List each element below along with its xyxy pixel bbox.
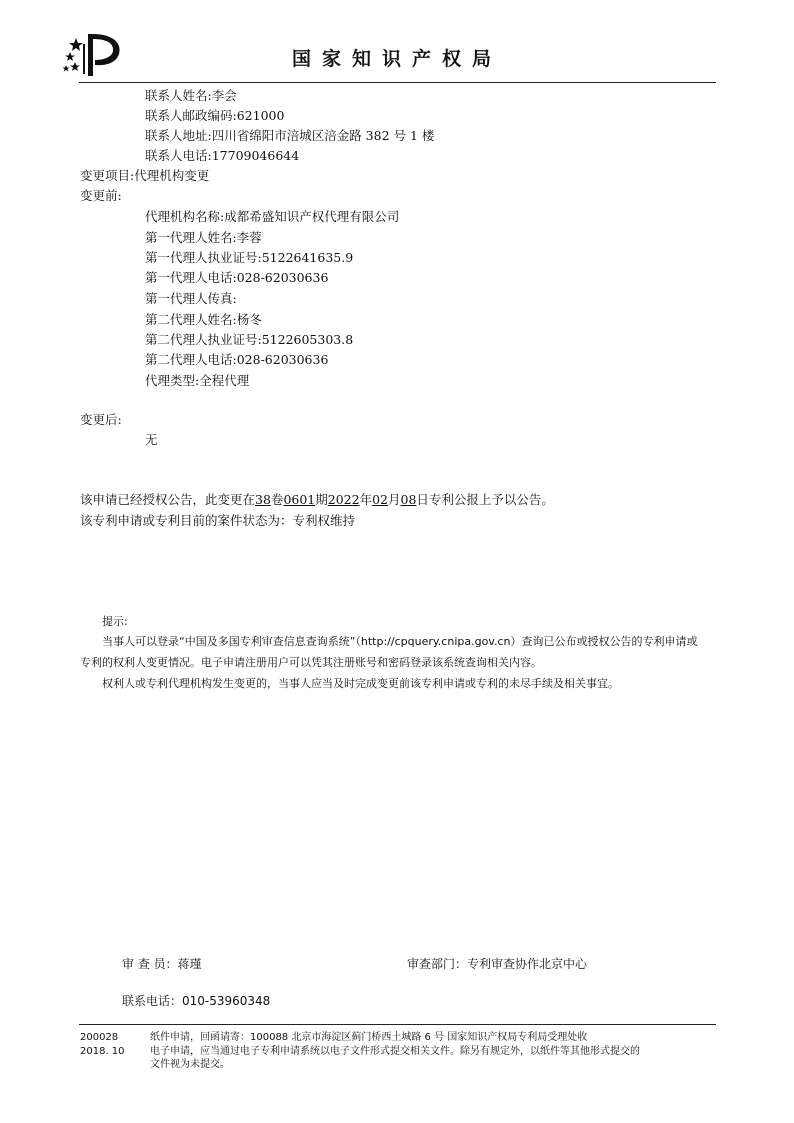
notice-month: 02 (372, 492, 388, 507)
change-after-value: 无 (145, 432, 158, 447)
change-before-label: 变更前: (80, 188, 122, 203)
tips-label: 提示: (102, 615, 128, 628)
footer-rule (79, 1024, 716, 1025)
contact-phone: 联系人电话:17709046644 (145, 148, 300, 163)
header-rule (79, 82, 716, 83)
change-item: 变更项目:代理机构变更 (80, 168, 210, 183)
notice-text-3: 期 (315, 492, 328, 507)
before-agent1-phone: 第一代理人电话:028-62030636 (145, 270, 329, 285)
contact-telephone: 联系电话：010-53960348 (122, 994, 271, 1008)
before-agent1-name: 第一代理人姓名:李蓉 (145, 230, 262, 245)
notice-text-6: 日专利公报上予以公告。 (416, 492, 554, 507)
notice-text-5: 月 (388, 492, 401, 507)
before-agency-type: 代理类型:全程代理 (145, 373, 250, 388)
before-agent2-phone: 第二代理人电话:028-62030636 (145, 352, 329, 367)
header-title: 国家知识产权局 (292, 48, 503, 70)
notice-day: 08 (400, 492, 417, 507)
notice-issue: 0601 (283, 492, 316, 507)
footer-line-2: 电子申请，应当通过电子专利申请系统以电子文件形式提交相关文件。除另有规定外，以纸件等其他形式提交的 (150, 1046, 640, 1057)
cnipa-logo-icon (62, 30, 124, 78)
notice-text-1: 该申请已经授权公告，此变更在 (80, 492, 256, 507)
contact-address: 联系人地址:四川省绵阳市涪城区涪金路 382 号 1 楼 (145, 128, 435, 143)
tips-line-3: 权利人或专利代理机构发生变更的，当事人应当及时完成变更前该专利申请或专利的未尽手续及相关事宜。 (102, 677, 619, 690)
tips-line-2: 专利的权利人变更情况。电子申请注册用户可以凭其注册账号和密码登录该系统查询相关内容。 (80, 656, 542, 669)
before-agent2-name: 第二代理人姓名:杨冬 (145, 312, 262, 327)
notice-year: 2022 (327, 492, 360, 507)
footer-code-1: 200028 (80, 1032, 119, 1043)
publication-notice (80, 490, 554, 510)
footer-line-3: 文件视为未提交。 (150, 1059, 230, 1070)
notice-volume: 38 (255, 492, 271, 507)
contact-name: 联系人姓名:李会 (145, 88, 237, 103)
footer-line-1: 纸件申请，回函请寄：100088 北京市海淀区蓟门桥西土城路 6 号 国家知识产权局专利局受理处收 (150, 1032, 588, 1043)
notice-text-2: 卷 (270, 492, 284, 507)
change-after-label: 变更后: (80, 412, 122, 427)
tips-line-1: 当事人可以登录“中国及多国专利审查信息查询系统”（http://cpquery.cnipa.gov.cn）查询已公布或授权公告的专利申请或 (102, 635, 698, 648)
before-agency-name: 代理机构名称:成都希盛知识产权代理有限公司 (145, 209, 400, 224)
before-agent1-license: 第一代理人执业证号:5122641635.9 (145, 250, 354, 265)
before-agent2-license: 第二代理人执业证号:5122605303.8 (145, 332, 354, 347)
contact-postcode: 联系人邮政编码:621000 (145, 108, 285, 123)
notice-text-4: 年 (359, 492, 373, 507)
department: 审查部门：专利审查协作北京中心 (407, 957, 588, 971)
case-status: 该专利申请或专利目前的案件状态为：专利权维持 (80, 513, 356, 528)
footer-code-2: 2018. 10 (80, 1046, 125, 1057)
examiner: 审 查 员：蒋瑾 (122, 957, 202, 971)
before-agent1-fax: 第一代理人传真: (145, 291, 237, 306)
